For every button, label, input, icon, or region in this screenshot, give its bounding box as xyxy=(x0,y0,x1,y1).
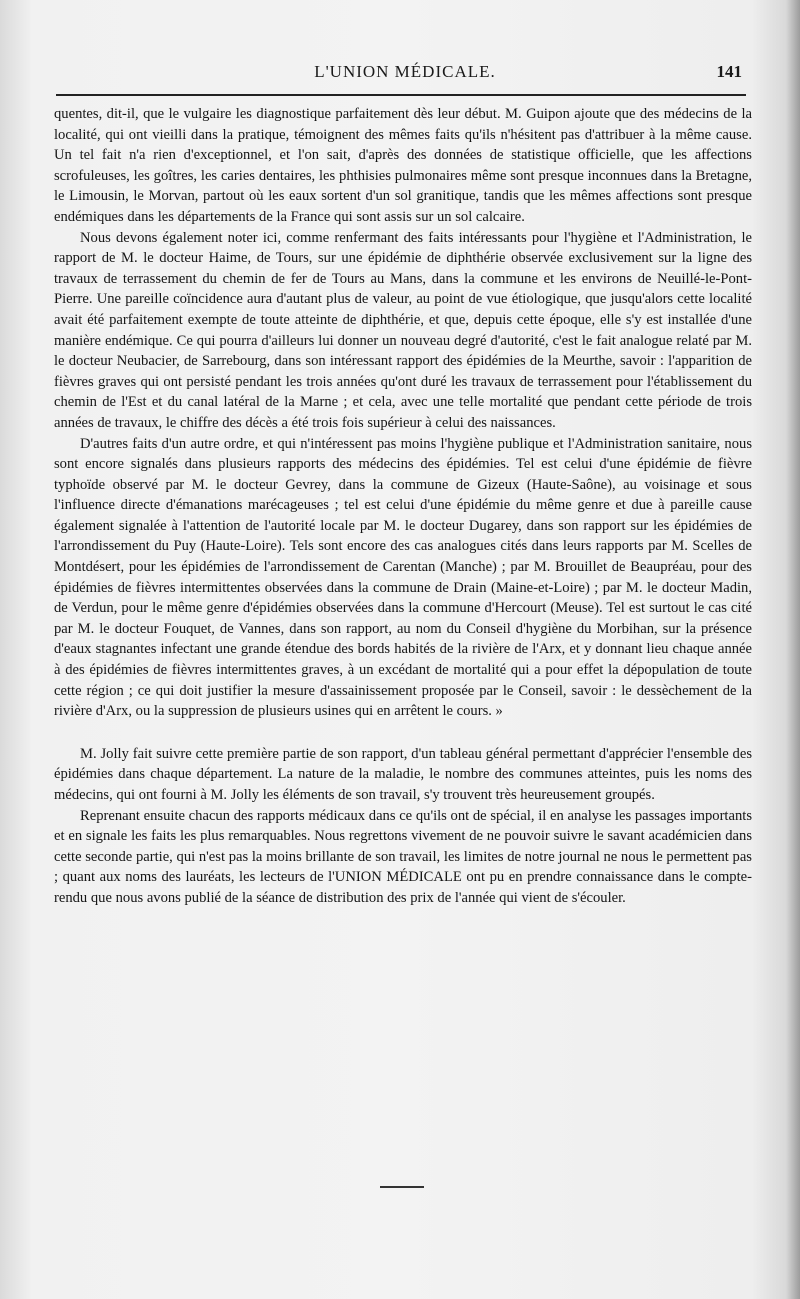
page-header xyxy=(60,62,750,86)
paragraph-3: D'autres faits d'un autre ordre, et qui n'intéressent pas moins l'hygiène publique et l'Administration sanitaire, nous sont encore signalés dans plusieurs rapports des médecins des épidémies. Tel est celui d'une épidémie de fièvre typhoïde observé par M. le docteur Gevrey, dans la commune de Gizeux (Haute-Saône), au voisinage et sous l'influence directe d'émanations marécageuses ; tel est celui d'une épidémie du même genre et due à pareille cause également signalée à l'attention de l'autorité locale par M. le docteur Dugarey, dans son rapport sur les épidémies de l'arrondissement du Puy (Haute-Loire). Tels sont encore des cas analogues cités dans leurs rapports par M. Scelles de Montdésert, pour les épidémies de l'arrondissement de Carentan (Manche) ; par M. Brouillet de Beaupréau, pour des épidémies de fièvres intermittentes observées dans la commune de Drain (Maine-et-Loire) ; par M. le docteur Madin, de Verdun, pour le même genre d'épidémies observées dans la commune d'Hercourt (Meuse). Tel est surtout le cas cité par M. le docteur Fouquet, de Vannes, dans son rapport, au nom du Conseil d'hygiène du Morbihan, sur la présence d'eaux stagnantes infectant une grande étendue des bords habités de la rivière de l'Arx, et y donnant lieu chaque année à des épidémies de fièvres intermittentes graves, à un excédant de mortalité qui a pour effet la dépopulation de toute cette région ; ce qui doit justifier la mesure d'assainissement proposée par le Conseil, savoir : le dessèchement de la rivière d'Arx, ou la suppression de plusieurs usines qui en arrêtent le cours. » xyxy=(54,435,752,720)
header-rule xyxy=(56,94,746,96)
running-title: L'UNION MÉDICALE. xyxy=(314,62,496,81)
page-shadow-edge xyxy=(786,0,800,1299)
end-of-article-rule xyxy=(380,1186,424,1188)
paragraph-5: Reprenant ensuite chacun des rapports médicaux dans ce qu'ils ont de spécial, il en analyse les passages importants et en signale les faits les plus remarquables. Nous regrettons vivement de ne pouvoir suivre le savant académicien dans cette seconde partie, qui n'est pas la moins brillante de son travail, les limites de notre journal ne nous le permettent pas ; quant aux noms des lauréats, les lecteurs de l'UNION MÉDICALE ont pu en prendre connaissance dans le compte-rendu que nous avons publié de la séance de distribution des prix de l'année qui vient de s'écouler. xyxy=(54,807,752,906)
page-number: 141 xyxy=(716,62,742,81)
paragraph-gap xyxy=(54,722,752,744)
paragraph-2: Nous devons également noter ici, comme renfermant des faits intéressants pour l'hygiène et l'Administration, le rapport de M. le docteur Haime, de Tours, sur une épidémie de diphthérie observée exclusivement sur la ligne des travaux de terrassement du chemin de fer de Tours au Mans, dans la commune et les environs de Neuillé-le-Pont-Pierre. Une pareille coïncidence aura d'autant plus de valeur, au point de vue étiologique, que jusqu'alors cette localité avait été parfaitement exempte de toute atteinte de diphthérie, et que, depuis cette époque, elle s'y est installée d'une manière endémique. Ce qui pourra d'ailleurs lui donner un nouveau degré d'autorité, c'est le fait analogue relaté par M. le docteur Neubacier, de Sarrebourg, dans son intéressant rapport des épidémies de la Meurthe, savoir : l'apparition de fièvres graves qui ont persisté pendant les trois années qu'ont duré les travaux de terrassement pour l'établissement du chemin de l'Est et du canal latéral de la Marne ; et cela, avec une telle mortalité que pendant cette période de trois années de travaux, le chiffre des décès a été trois fois supérieur à celui des naissances. xyxy=(54,229,752,431)
paragraph-4: M. Jolly fait suivre cette première partie de son rapport, d'un tableau général permettant d'apprécier l'ensemble des épidémies dans chaque département. La nature de la maladie, le nombre des communes atteintes, puis les noms des médecins, qui ont fourni à M. Jolly les éléments de son travail, s'y trouvent très heureusement groupés. xyxy=(54,745,752,803)
article-body xyxy=(54,104,752,909)
paragraph-1: quentes, dit-il, que le vulgaire les diagnostique parfaitement dès leur début. M. Guipon ajoute que des médecins de la localité, qui ont vieilli dans la pratique, témoignent des mêmes faits qu'ils n'hésitent pas d'attribuer à la même cause. Un tel fait n'a rien d'exceptionnel, et l'on sait, d'après des données de statistique officielle, que les affections scrofuleuses, les goîtres, les caries dentaires, les phthisies pulmonaires même sont presque inconnues dans la Bretagne, le Limousin, le Morvan, partout où les eaux sortent d'un sol granitique, tandis que les mêmes affections sont presque endémiques dans les départements de la France qui sont assis sur un sol calcaire. xyxy=(54,106,752,225)
